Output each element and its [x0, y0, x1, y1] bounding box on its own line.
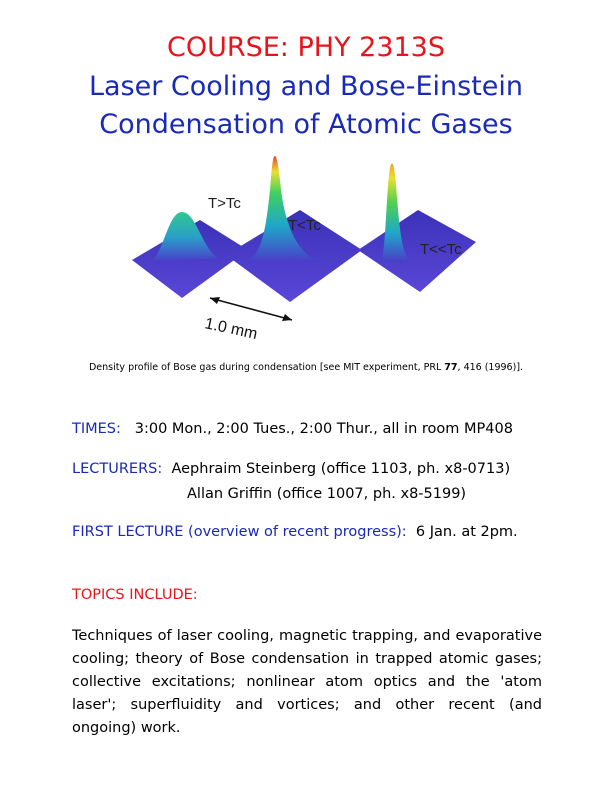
profile-far-below-tc [358, 164, 476, 293]
topics-heading: TOPICS INCLUDE: [72, 587, 198, 603]
times-row [72, 421, 513, 437]
lecturer-1: Aephraim Steinberg (office 1103, ph. x8-0713) [171, 461, 511, 477]
topics-paragraph: Techniques of laser cooling, magnetic trapping, and evaporative cooling; theory of Bose condensation in trapped atomic gases; collective excitations; nonlinear atom optics and the 'atom laser'; superfluidity and vortices; and other recent (and ongoing) work. [72, 628, 542, 736]
bec-density-profile-figure [130, 150, 482, 355]
course-title-line-2: Condensation of Atomic Gases [99, 109, 513, 140]
label-far-below-tc: T<<Tc [420, 241, 462, 258]
times-value: 3:00 Mon., 2:00 Tues., 2:00 Thur., all in room MP408 [134, 421, 513, 437]
lecturer-2: Allan Griffin (office 1007, ph. x8-5199) [187, 486, 467, 502]
label-above-tc: T>Tc [208, 195, 241, 212]
first-lecture-value: 6 Jan. at 2pm. [415, 524, 518, 540]
course-title-line-1: Laser Cooling and Bose-Einstein [88, 71, 524, 102]
first-lecture-label: FIRST LECTURE (overview of recent progress): [72, 524, 407, 540]
times-label: TIMES: [72, 421, 121, 437]
figure-caption: Density profile of Bose gas during condensation [see MIT experiment, PRL 77, 416 (1996)]. [88, 362, 524, 373]
label-below-tc: T<Tc [288, 217, 321, 234]
lecturers-label: LECTURERS: [72, 461, 163, 477]
scale-label: 1.0 mm [203, 315, 259, 344]
first-lecture-row [72, 524, 518, 540]
course-code-title: COURSE: PHY 2313S [166, 32, 445, 63]
scale-arrow [210, 297, 292, 321]
lecturers-row [72, 461, 510, 477]
